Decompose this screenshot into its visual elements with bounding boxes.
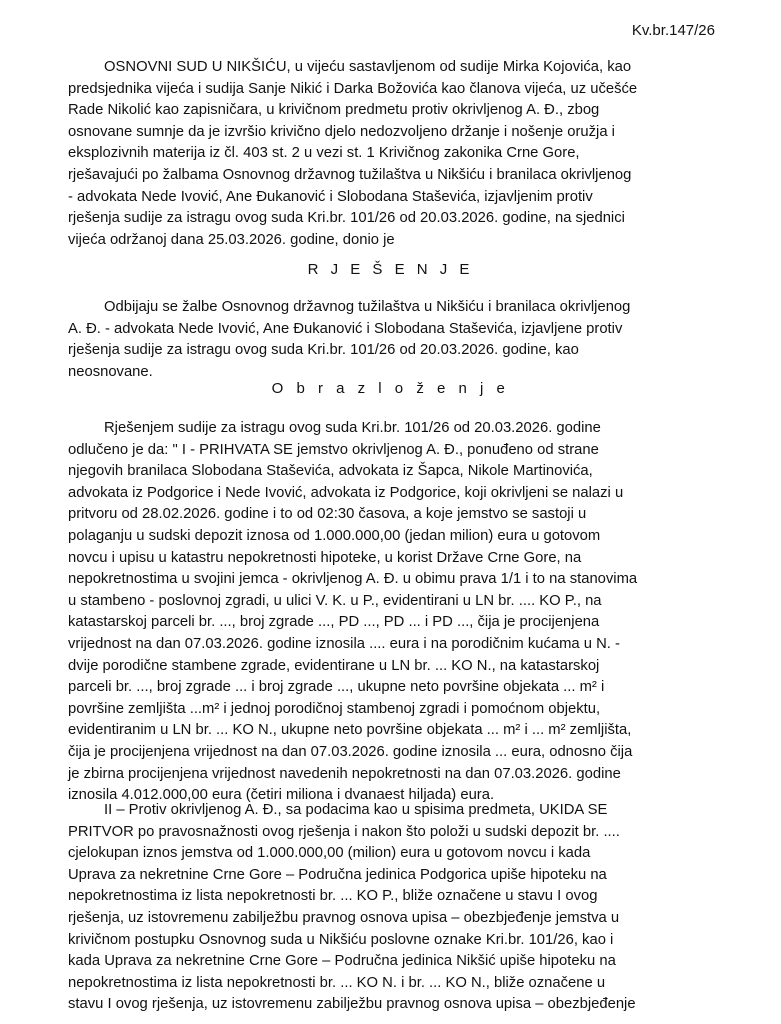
reasoning-line: advokata iz Podgorice i Nede Ivović, advokata iz Podgorice, koji okrivljeni se nalazi u bbox=[68, 484, 624, 501]
decision-paragraph bbox=[68, 297, 713, 383]
reasoning-line: čija je procijenjena vrijednost na dan 07.03.2026. godine iznosila ... eura, odnosno čija bbox=[68, 743, 633, 760]
reasoning-line: površine zemljišta ...m² i jednoj porodičnoj stambenoj zgradi i pomoćnom objektu, bbox=[68, 700, 601, 717]
reasoning-line: pritvoru od 28.02.2026. godine i to od 02:30 časova, a koje jemstvo se sastoji u bbox=[68, 506, 587, 523]
reasoning-line: PRITVOR po pravosnažnosti ovog rješenja i nakon što položi u sudski depozit br. .... bbox=[68, 823, 620, 840]
reasoning-line: polaganju u sudski depozit iznosa od 1.000.000,00 (jedan milion) eura u gotovom bbox=[68, 527, 601, 544]
reasoning-paragraph-2 bbox=[68, 800, 713, 1016]
reasoning-line: kada Uprava za nekretnine Crne Gore – Područna jedinica Nikšić upiše hipoteku na bbox=[68, 953, 616, 970]
intro-line: Rade Nikolić kao zapisničara, u krivičnom predmetu protiv okrivljenog A. Đ., zbog bbox=[68, 102, 600, 119]
reasoning-line: nepokretnostima u svojini jemca - okrivljenog A. Đ. u obimu prava 1/1 i to na stanovima bbox=[68, 571, 638, 588]
reasoning-line: rješenja, uz istovremenu zabilježbu pravnog osnova upisa – obezbjeđenje jemstva u bbox=[68, 909, 620, 926]
reasoning-line: cjelokupan iznos jemstva od 1.000.000,00 (milion) eura u gotovom novcu i kada bbox=[68, 845, 591, 862]
intro-line: vijeća održanoj dana 25.03.2026. godine, donio je bbox=[68, 231, 395, 248]
reasoning-line: njegovih branilaca Slobodana Staševića, advokata iz Šapca, Nikole Martinovića, bbox=[68, 463, 593, 480]
reasoning-line: odlučeno je da: " I - PRIHVATA SE jemstvo okrivljenog A. Đ., ponuđeno od strane bbox=[68, 441, 599, 458]
decision-heading: R J E Š E N J E bbox=[307, 261, 474, 278]
decision-line: neosnovane. bbox=[68, 363, 153, 380]
intro-line: rješenja sudije za istragu ovog suda Kri.br. 101/26 od 20.03.2026. godine, na sjednici bbox=[68, 210, 625, 227]
reasoning-paragraph-1 bbox=[68, 418, 713, 807]
reasoning-line: Uprava za nekretnine Crne Gore – Područna jedinica Podgorica upiše hipoteku na bbox=[68, 866, 607, 883]
reasoning-line: nepokretnostima iz lista nepokretnosti br. ... KO N. i br. ... KO N., bliže označene u bbox=[68, 974, 606, 991]
reasoning-line: novcu i upisu u katastru nepokretnosti hipoteke, u korist Države Crne Gore, na bbox=[68, 549, 582, 566]
intro-paragraph bbox=[68, 57, 713, 251]
reasoning-line: nepokretnostima iz lista nepokretnosti br. ... KO P., bliže označene u stavu I ovog bbox=[68, 888, 598, 905]
decision-line: rješenja sudije za istragu ovog suda Kri.br. 101/26 od 20.03.2026. godine, kao bbox=[68, 342, 579, 359]
reasoning-line: vrijednost na dan 07.03.2026. godine iznosila .... eura i na porodičnim kućama u N. - bbox=[68, 635, 620, 652]
case-number: Kv.br.147/26 bbox=[631, 22, 715, 39]
reasoning-line: stavu I ovog rješenja, uz istovremenu zabilježbu pravnog osnova upisa – obezbjeđenje bbox=[68, 996, 636, 1013]
decision-line: A. Đ. - advokata Nede Ivović, Ane Đukanović i Slobodana Staševića, izjavljene protiv bbox=[68, 320, 623, 337]
reasoning-line: krivičnom postupku Osnovnog suda u Nikšiću poslovne oznake Kri.br. 101/26, kao i bbox=[68, 931, 614, 948]
reasoning-line: iznosila 4.012.000,00 eura (četiri miliona i dvanaest hiljada) eura. bbox=[68, 787, 495, 804]
reasoning-line: Rješenjem sudije za istragu ovog suda Kri.br. 101/26 od 20.03.2026. godine bbox=[104, 420, 601, 436]
reasoning-line: evidentiranim u LN br. ... KO N., ukupne neto površine objekata ... m² i ... m² zemljišta, bbox=[68, 722, 632, 739]
intro-line: - advokata Nede Ivović, Ane Đukanović i Slobodana Staševića, izjavljenim protiv bbox=[68, 188, 593, 205]
reasoning-line: dvije porodične stambene zgrade, evidentirane u LN br. ... KO N., na katastarskoj bbox=[68, 657, 600, 674]
reasoning-line: katastarskoj parceli br. ..., broj zgrade ..., PD ..., PD ... i PD ..., čija je procijenjena bbox=[68, 614, 600, 631]
reasoning-line: je zbirna procijenjena vrijednost navedenih nepokretnosti na dan 07.03.2026. godine bbox=[68, 765, 621, 782]
decision-line: Odbijaju se žalbe Osnovnog državnog tužilaštva u Nikšiću i branilaca okrivljenog bbox=[104, 299, 631, 315]
intro-line: osnovane sumnje da je izvršio krivično djelo nedozvoljeno držanje i nošenje oružja i bbox=[68, 123, 615, 140]
intro-line: predsjednika vijeća i sudija Sanje Nikić i Darka Božovića kao članova vijeća, uz učešće bbox=[68, 80, 638, 97]
intro-line: rješavajući po žalbama Osnovnog državnog tužilaštva u Nikšiću i branilaca okrivljenog bbox=[68, 166, 632, 183]
reasoning-line: II – Protiv okrivljenog A. Đ., sa podacima kao u spisima predmeta, UKIDA SE bbox=[104, 802, 608, 818]
intro-line: eksplozivnih materija iz čl. 403 st. 2 u vezi st. 1 Krivičnog zakonika Crne Gore, bbox=[68, 145, 580, 162]
reasoning-line: parceli br. ..., broj zgrade ... i broj zgrade ..., ukupne neto površine objekata ... m² i bbox=[68, 679, 605, 696]
reasoning-line: u stambeno - poslovnoj zgradi, u ulici V. K. u P., evidentirani u LN br. .... KO P., na bbox=[68, 592, 602, 609]
intro-line: OSNOVNI SUD U NIKŠIĆU, u vijeću sastavljenom od sudije Mirka Kojovića, kao bbox=[104, 59, 632, 75]
reasoning-heading: O b r a z l o ž e n j e bbox=[271, 380, 510, 397]
